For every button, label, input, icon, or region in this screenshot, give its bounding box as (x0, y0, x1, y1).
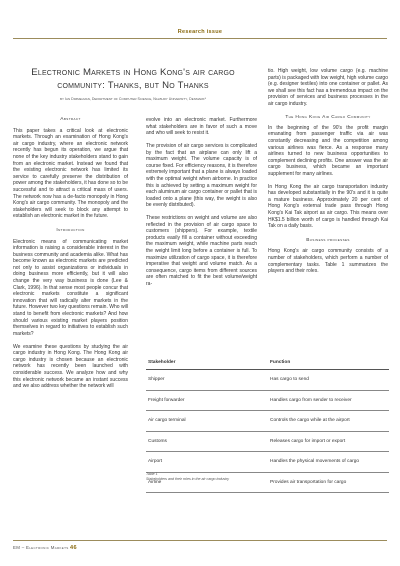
table-cell: Freight forwarder (148, 397, 185, 403)
footer-rule (13, 540, 387, 541)
journal-name: EM – Electronic Markets (13, 545, 69, 550)
introduction-paragraph: Electronic means of communicating market information is raising a considerable interest in the business community and academia alike. What has become known as electronic markets are predicted not only to assist organizations or individuals in doing business more efficiently, but it will also change the very way business is done (Lee & Clark, 1996). In that sense most people concur that electronic markets constitute a significant innovation that will radically alter markets in the future. However two key questions remain. Who will stand to benefit from electronic markets? And how should various existing market players position themselves in regard to initiatives to establish such markets? (13, 238, 128, 337)
table-row (146, 432, 389, 453)
body-paragraph: These restrictions on weight and volume are also reflected in the provision of air cargo space to customers (shippers). For example, textile products easily fill a container without exceeding the maximum weight, while machine parts reach the weight limit long before a container is full. To maximize utilization of cargo space, it is therefore imperative that weight and volume match. As a consequence, cargo items from different sources are often matched to fit the best volume/weight ra- (146, 215, 257, 288)
table-header-cell: Function (270, 359, 291, 365)
body-paragraph: tio. High weight, low volume cargo (e.g. machine parts) is packaged with low weight, high volume cargo (e.g. designer textiles) into one container or pallet. As we shall see this fact has a tremendous impact on the provision of services and business processes in the air cargo industry. (268, 68, 388, 107)
column-left (13, 117, 128, 396)
abstract-heading: Abstract (60, 117, 81, 122)
article-byline: by Ian Dimmelman, Department of Computer Science, Nalbury University, Denmark* (59, 97, 207, 101)
table-cell: Controls the cargo while at the airport (270, 418, 350, 424)
abstract-text: This paper takes a critical look at electronic markets. Through an examination of Hong Kong's air cargo industry, where an electronic network recently has begun its operation, we argue that none of the key industry stakeholders stand to gain from an electronic market. Instead we found that the existing electronic network has limited its service to carefully preserve the distribution of power among the stakeholders, it has done so to be successful and to attract a critical mass of users. The network now has a de-facto monopoly in Hong Kong's air cargo community. The monopoly and the stakeholders will seek to block any attempt to establish an electronic market in the future. (13, 127, 128, 220)
body-paragraph: In Hong Kong the air cargo transportation industry has developed substantially in the 90's and it is quite a mature business. Approximately 20 per cent of Hong Kong's external trade pass through Hong Kong's Kai Tak airport as air cargo. This means over HK$1.5 billion worth of cargo is handled through Kai Tak on a daily basis. (268, 183, 388, 230)
section-label: Research issue (177, 29, 223, 35)
table-header-row (146, 355, 389, 370)
table-row (146, 452, 389, 473)
table-cell: Airport (148, 459, 163, 465)
table-caption-text: Stakeholders and their roles in the air cargo industry (146, 476, 230, 481)
table-row (146, 391, 389, 412)
page-footer (13, 545, 77, 551)
table-cell: Air cargo terminal (148, 418, 186, 424)
table-row (146, 370, 389, 391)
table-cell: Customs (148, 438, 167, 444)
table-cell: Airline (148, 479, 162, 485)
body-paragraph: In the beginning of the 90's the profit margin emanating from passenger traffic via air was constantly decreasing and the competition among various airlines was fierce. As a response many airlines turned to new business opportunities to complement declining profits. One answer was the air cargo business, which became an important supplement for many airlines. (268, 124, 388, 177)
article-title: Electronic Markets in Hong Kong's air cargo community: Thanks, but No Thanks (31, 67, 235, 91)
table-cell: Releases cargo for import or export (270, 438, 346, 444)
introduction-paragraph: We examine these questions by studying the air cargo industry in Hong Kong. The Hong Kong air cargo industry is chosen because an electronic network has recently been launched with considerable success. We analyze how and why this electronic network became an instant success and we also address whether the network will (13, 343, 128, 390)
header-rule (13, 38, 387, 39)
introduction-heading: Introduction (56, 227, 85, 233)
table-cell: Handles cargo from sender to receiver (270, 397, 352, 403)
body-paragraph: The provision of air cargo services is complicated by the fact that an airplane can only lift a maximum weight. The volume capacity is of course fixed. For efficiency reasons, it is therefore extremely important that a plane is always loaded with the optimal weight when airborne. In practice this is achieved by setting a maximum weight for each aluminum air cargo container or pallet that is loaded onto a plane (this way, the weight is also be evenly distributed). (146, 142, 257, 209)
table-cell: Shipper (148, 377, 165, 383)
section-heading: The Hong Kong Air Cargo Community (285, 114, 371, 120)
column-right (268, 68, 388, 281)
page-number: 46 (70, 545, 77, 551)
table-row (146, 411, 389, 432)
column-middle (146, 117, 257, 294)
table-caption-label: Table 1 (146, 472, 158, 476)
table-cell: Handles the physical movements of cargo (270, 459, 360, 465)
table-cell: Has cargo to send (270, 377, 309, 383)
section-heading: Business processes (306, 237, 350, 243)
table-caption (146, 472, 266, 481)
body-paragraph: evolve into an electronic market. Furthermore what stakeholders are in favor of such a move and who will seek to resist it. (146, 117, 257, 137)
table-header-cell: Stakeholder (148, 359, 176, 365)
table-cell: Provides air transportation for cargo (270, 479, 347, 485)
body-paragraph: Hong Kong's air cargo community consists of a number of stakeholders, which perform a number of complementary tasks. Table 1 summarizes the players and their roles. (268, 248, 388, 275)
